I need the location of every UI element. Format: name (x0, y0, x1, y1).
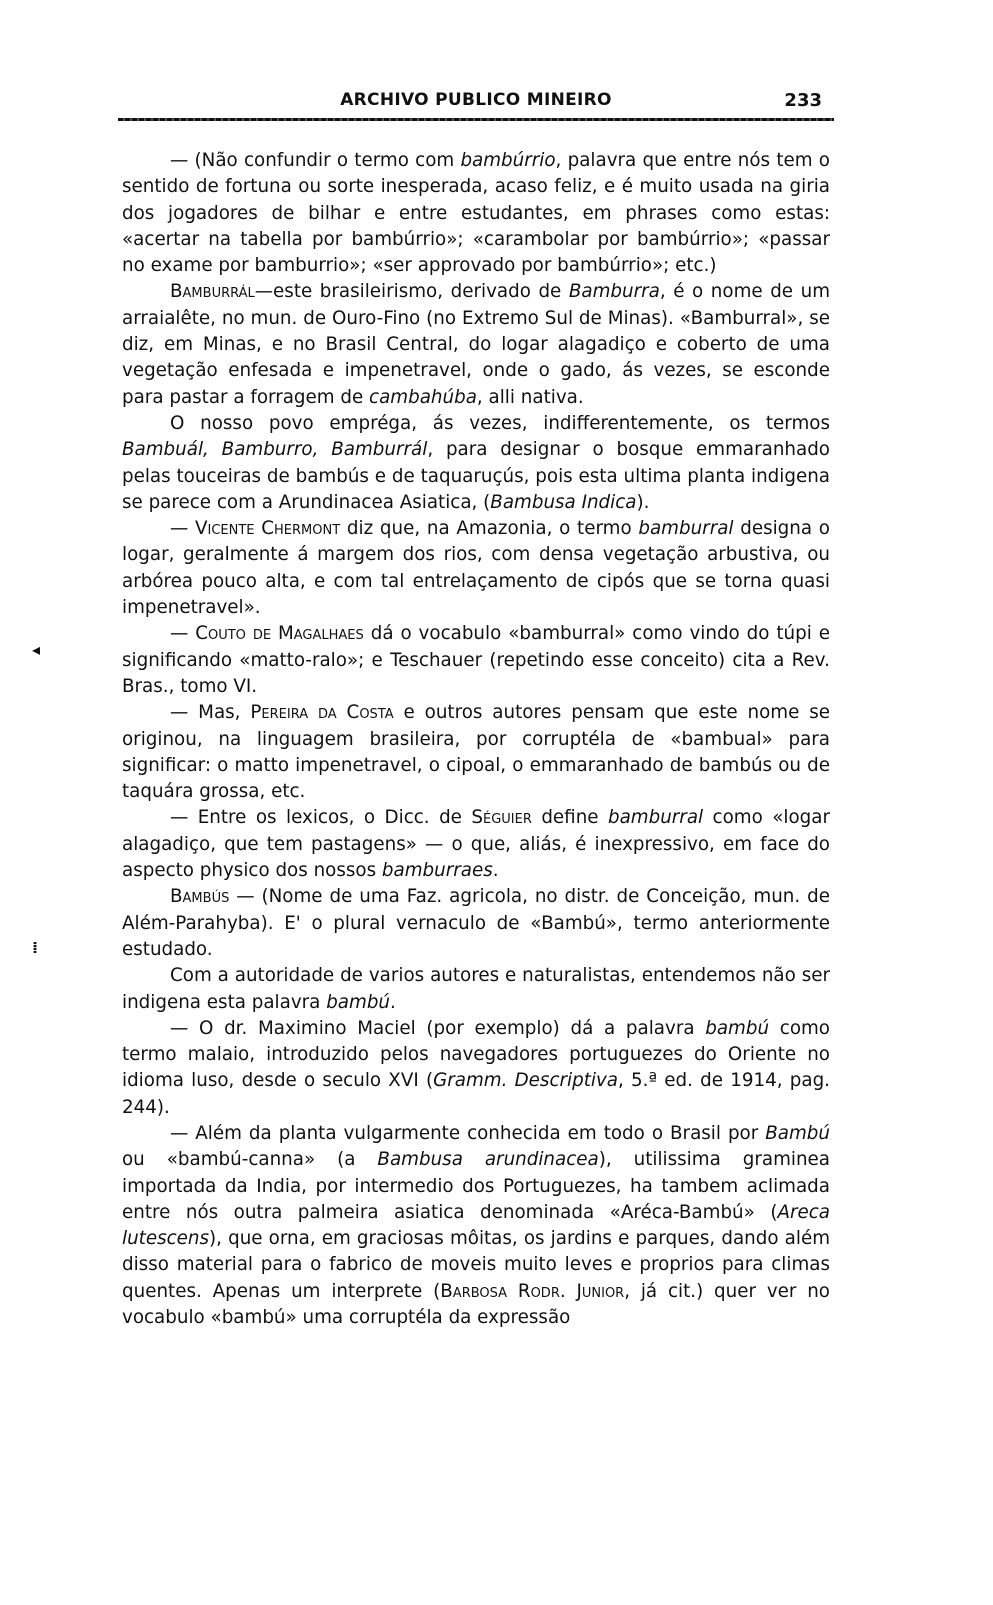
margin-mark: ⁞ (32, 938, 39, 957)
paragraph: — Couto de Magalhaes dá o vocabulo «bamburral» como vindo do túpi e significando «matto-ralo»; e Teschauer (repetindo esse conceito) cita a Rev. Bras., tomo VI. (122, 623, 830, 697)
running-title: ARCHIVO PUBLICO MINEIRO (340, 90, 612, 110)
paragraph: — Vicente Chermont diz que, na Amazonia, o termo bamburral designa o logar, geralmente á margem dos rios, com densa vegetação arbustiva, ou arbórea pouco alta, e com tal entrelaçamento de cipós que se torna quasi impenetravel». (122, 518, 830, 619)
body-text (122, 148, 830, 1331)
paragraph: Bambús — (Nome de uma Faz. agricola, no distr. de Conceição, mun. de Além-Parahyba). E' o plural vernaculo de «Bambú», termo anteriormente estudado. (122, 886, 830, 960)
paragraph: Com a autoridade de varios autores e naturalistas, entendemos não ser indigena esta palavra bambú. (122, 965, 830, 1013)
paragraph: Bamburrál—este brasileirismo, derivado de Bamburra, é o nome de um arraialête, no mun. de Ouro-Fino (no Extremo Sul de Minas). «Bamburral», se diz, em Minas, e no Brasil Central, do logar alagadiço e coberto de uma vegetação enfesada e impenetravel, onde o gado, ás vezes, se esconde para pastar a forragem de cambahúba, alli nativa. (122, 281, 831, 408)
author-name: Barbosa Rodr. Junior (440, 1280, 625, 1302)
paragraph: — Mas, Pereira da Costa e outros autores pensam que este nome se originou, na linguagem brasileira, por corruptéla de «bambual» para significar: o matto impenetravel, o cipoal, o emmaranhado de bambús ou de taquára grossa, etc. (122, 702, 830, 803)
page-number: 233 (784, 90, 822, 111)
paragraph: — O dr. Maximino Maciel (por exemplo) dá a palavra bambú como termo malaio, introduzido pelos navegadores portuguezes do Oriente no idioma luso, desde o seculo XVI (Gramm. Descriptiva, 5.ª ed. de 1914, pag. 244). (122, 1017, 830, 1118)
paragraph: — (Não confundir o termo com bambúrrio, palavra que entre nós tem o sentido de fortuna ou sorte inesperada, acaso feliz, e é muito usada na giria dos jogadores de bilhar e entre estudantes, em phrases como estas: «acertar na tabella por bambúrrio»; «carambolar por bambúrrio»; «passar no exame por bamburrio»; «ser approvado por bambúrrio»; etc.) (122, 150, 830, 277)
author-name: Vicente Chermont (195, 518, 341, 540)
paragraph: — Entre os lexicos, o Dicc. de Séguier define bamburral como «logar alagadiço, que tem pastagens» — o que, aliás, é inexpressivo, em face do aspecto physico dos nossos bamburraes. (122, 807, 831, 882)
author-name: Pereira da Costa (250, 702, 394, 724)
entry-headword: Bamburrál (170, 281, 255, 303)
paragraph: — Além da planta vulgarmente conhecida em todo o Brasil por Bambú ou «bambú-canna» (a Bambusa arundinacea), utilissima graminea importada da India, por intermedio dos Portuguezes, ha tambem aclimada entre nós outra palmeira asiatica denominada «Aréca-Bambú» (Areca lutescens), que orna, em graciosas môitas, os jardins e parques, dando além disso material para o fabrico de moveis muito leves e proprios para climas quentes. Apenas um interprete (Barbosa Rodr. Junior, já cit.) quer ver no vocabulo «bambú» uma corruptéla da expressão (122, 1122, 830, 1329)
margin-mark: ◂ (32, 640, 41, 659)
entry-headword: Bambús (170, 886, 230, 908)
paragraph: O nosso povo empréga, ás vezes, indifferentemente, os termos Bambuál, Bamburro, Bamburrál, para designar o bosque emmaranhado pelas touceiras de bambús e de taquaruçús, pois esta ultima planta indigena se parece com a Arundinacea Asiatica, (Bambusa Indica). (122, 412, 830, 513)
page-header (118, 90, 834, 120)
author-name: Couto de Magalhaes (195, 623, 364, 645)
author-name: Séguier (471, 807, 532, 829)
header-rule (118, 118, 834, 121)
